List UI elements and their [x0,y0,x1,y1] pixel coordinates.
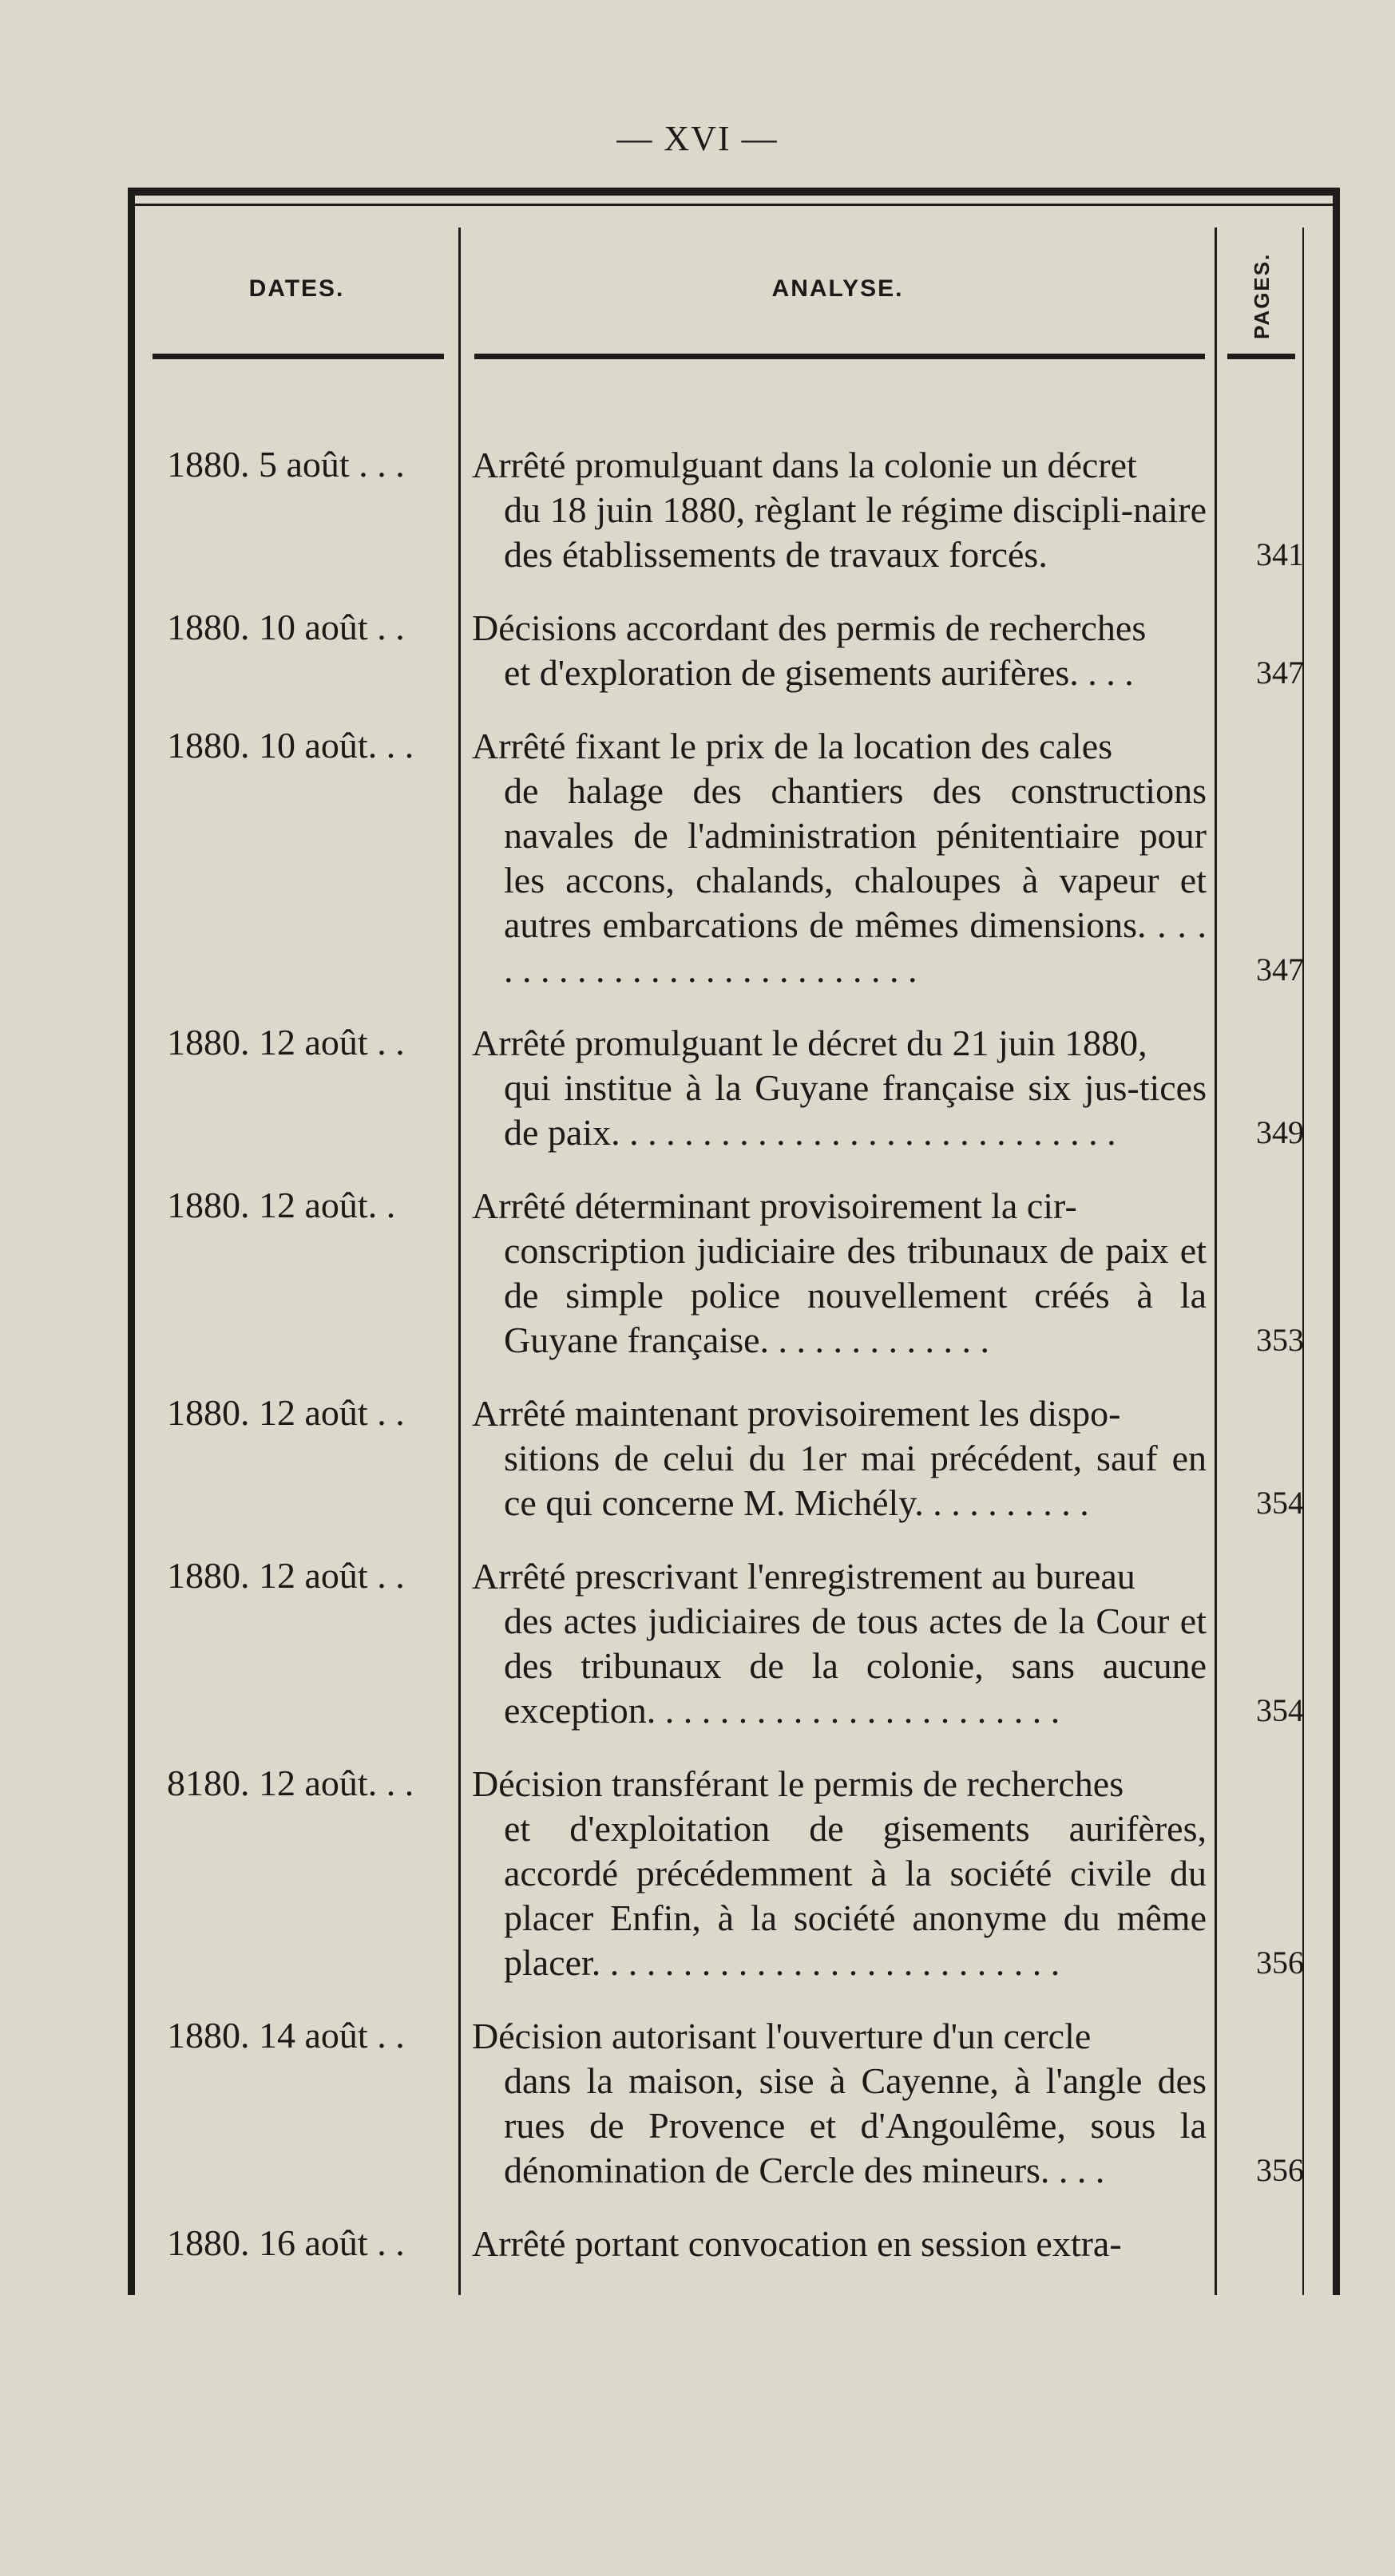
entry-page: 354 [1256,1692,1304,1728]
entry-analysis [472,2222,1207,2266]
entry-first-line: Décisions accordant des permis de recherches [472,607,1147,648]
entry-page: 347 [1256,952,1304,987]
entry-page: 356 [1256,1945,1304,1980]
table-row [135,443,1333,577]
entry-first-line: Arrêté fixant le prix de la location des cales [472,726,1113,766]
entry-continuation: et d'exploitation de gisements aurifères, accordé précédemment à la société civile du placer Enfin, à la société anonyme du même placer. . . . . . . . . . . . . . . . . . . . . . . . . . [504,1808,1207,1983]
header-pages: PAGES. [1250,252,1274,339]
entry-date: 1880. 12 août. . [167,1185,396,1225]
header-rule-pages [1227,354,1295,359]
entry-date: 1880. 5 août . . . [167,444,405,485]
header-rule-analyse [474,354,1205,359]
entry-continuation: conscription judiciaire des tribunaux de paix et de simple police nouvellement créés à la Guyane française. . . . . . . . . . . . . [504,1230,1207,1360]
entry-first-line: Arrêté déterminant provisoirement la cir- [472,1185,1077,1226]
entry-continuation: sitions de celui du 1er mai précédent, sauf en ce qui concerne M. Michély. . . . . . . . . . [504,1438,1207,1523]
entry-first-line: Décision transférant le permis de recherches [472,1763,1124,1804]
table-row [135,2222,1333,2266]
entry-page: 347 [1256,655,1304,690]
table-row [135,724,1333,992]
entry-date: 1880. 12 août . . [167,1022,405,1062]
header-rule-dates [153,354,444,359]
table-row [135,2014,1333,2193]
entry-page: 353 [1256,1322,1304,1358]
entry-analysis [472,2014,1207,2193]
entry-continuation: de halage des chantiers des constructions navales de l'administration pénitentiaire pour les accons, chalands, chaloupes à vapeur et autres embarcations de mêmes dimensions. . . . . . . . . . . . . . . . . . . . . . . . . . . [504,770,1207,990]
entry-date: 1880. 16 août . . [167,2222,405,2263]
entry-date: 1880. 12 août . . [167,1555,405,1596]
page-number: — XVI — [616,119,779,158]
header-dates: DATES. [248,275,345,302]
entry-analysis [472,443,1207,577]
index-table [128,188,1340,2295]
table-row [135,606,1333,695]
table-row [135,1021,1333,1155]
entry-analysis [472,1184,1207,1363]
entry-page: 356 [1256,2152,1304,2188]
entry-page: 349 [1256,1114,1304,1150]
table-row [135,1391,1333,1525]
entry-first-line: Décision autorisant l'ouverture d'un cercle [472,2016,1092,2056]
table-row [135,1554,1333,1733]
entry-analysis [472,606,1207,695]
entry-date: 1880. 10 août. . . [167,725,414,766]
entry-continuation: des actes judiciaires de tous actes de la Cour et des tribunaux de la colonie, sans aucune exception. . . . . . . . . . . . . . . . . . . . . . . [504,1601,1207,1731]
table-row [135,1184,1333,1363]
entry-analysis [472,1391,1207,1525]
entry-continuation: qui institue à la Guyane française six jus-tices de paix. . . . . . . . . . . . . . . . . . . . . . . . . . . . [504,1067,1207,1153]
entry-first-line: Arrêté prescrivant l'enregistrement au bureau [472,1556,1135,1597]
entry-first-line: Arrêté maintenant provisoirement les dispo- [472,1393,1121,1434]
entry-continuation: et d'exploration de gisements aurifères. . . . [504,652,1134,693]
table-row [135,1762,1333,1985]
entry-analysis [472,1021,1207,1155]
entry-date: 1880. 12 août . . [167,1392,405,1433]
entry-continuation: du 18 juin 1880, règlant le régime discipli-naire des établissements de travaux forcés. [504,489,1207,575]
entry-date: 1880. 10 août . . [167,607,405,647]
entry-page: 354 [1256,1485,1304,1521]
entry-first-line: Arrêté portant convocation en session extra- [472,2223,1122,2264]
entry-date: 8180. 12 août. . . [167,1763,414,1803]
entry-first-line: Arrêté promulguant le décret du 21 juin 1880, [472,1023,1147,1063]
entry-analysis [472,1554,1207,1733]
entries-list [135,443,1333,2295]
entry-date: 1880. 14 août . . [167,2015,405,2056]
entry-analysis [472,1762,1207,1985]
entry-page: 341 [1256,536,1304,572]
entry-analysis [472,724,1207,992]
entry-continuation: dans la maison, sise à Cayenne, à l'angle des rues de Provence et d'Angoulême, sous la dénomination de Cercle des mineurs. . . . [504,2060,1207,2190]
entry-first-line: Arrêté promulguant dans la colonie un décret [472,445,1137,485]
header-analyse: ANALYSE. [771,275,904,302]
